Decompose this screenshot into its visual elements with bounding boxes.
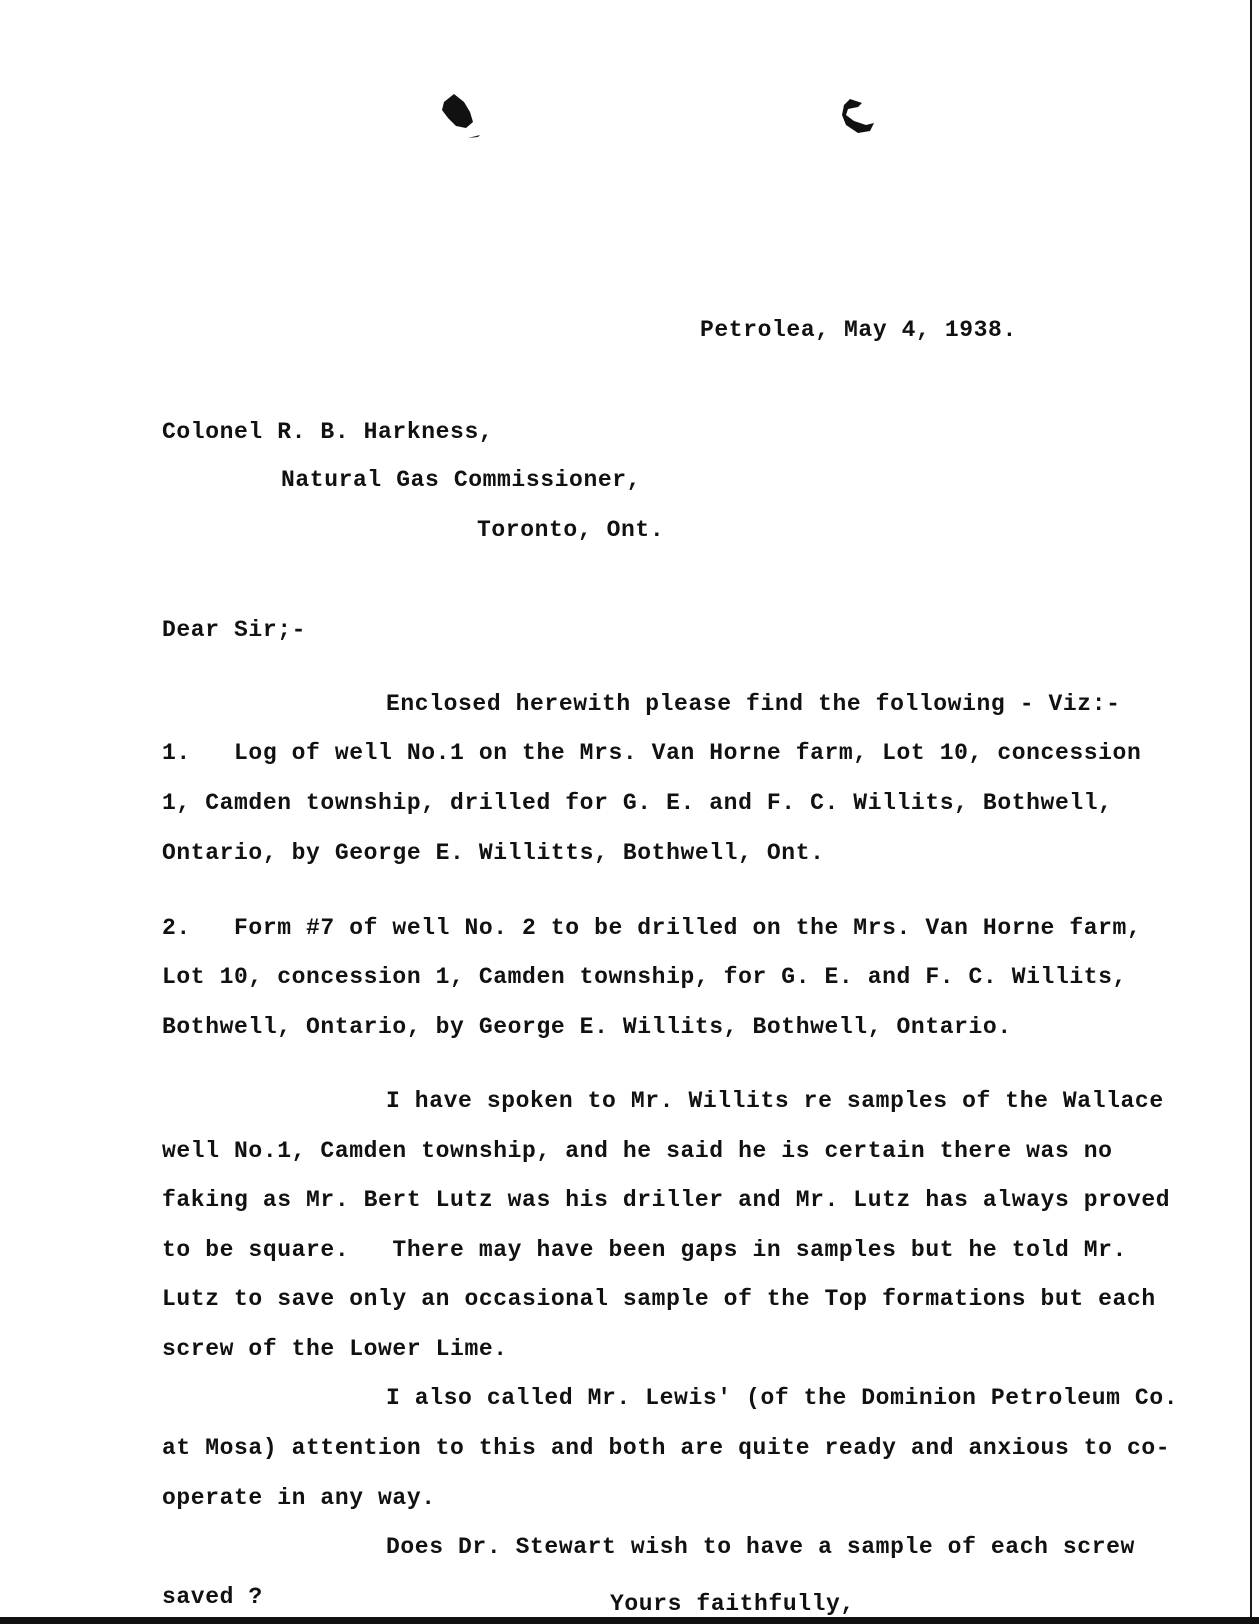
ink-blot-left (440, 92, 490, 144)
letter-date: Petrolea, May 4, 1938. (700, 317, 1017, 343)
page-bottom-edge (0, 1617, 1259, 1624)
recipient-name: Colonel R. B. Harkness, (162, 419, 494, 445)
para-2-line-2: at Mosa) attention to this and both are quite ready and anxious to co- (162, 1435, 1171, 1461)
para-1-line-4: to be square. There may have been gaps in samples but he told Mr. (162, 1237, 1127, 1263)
recipient-title: Natural Gas Commissioner, (281, 467, 642, 493)
para-1-line-5: Lutz to save only an occasional sample of the Top formations but each (162, 1286, 1156, 1312)
item-2-line-1: 2. Form #7 of well No. 2 to be drilled on the Mrs. Van Horne farm, (162, 915, 1142, 941)
para-1-line-1: I have spoken to Mr. Willits re samples of the Wallace (386, 1088, 1164, 1114)
para-3-line-1: Does Dr. Stewart wish to have a sample of each screw (386, 1534, 1135, 1560)
para-1-line-2: well No.1, Camden township, and he said he is certain there was no (162, 1138, 1113, 1164)
recipient-location: Toronto, Ont. (477, 517, 665, 543)
item-1-line-3: Ontario, by George E. Willitts, Bothwell, Ont. (162, 840, 825, 866)
item-1-line-2: 1, Camden township, drilled for G. E. and F. C. Willits, Bothwell, (162, 790, 1113, 816)
item-1-line-1: 1. Log of well No.1 on the Mrs. Van Horne farm, Lot 10, concession (162, 740, 1142, 766)
para-1-line-3: faking as Mr. Bert Lutz was his driller and Mr. Lutz has always proved (162, 1187, 1171, 1213)
item-2-line-2: Lot 10, concession 1, Camden township, for G. E. and F. C. Willits, (162, 964, 1127, 990)
salutation: Dear Sir;- (162, 617, 307, 643)
para-1-line-6: screw of the Lower Lime. (162, 1336, 508, 1362)
intro-line: Enclosed herewith please find the following - Viz:- (386, 691, 1121, 717)
para-2-line-3: operate in any way. (162, 1485, 436, 1511)
ink-blot-right (840, 95, 886, 139)
page-right-edge (1250, 0, 1252, 1624)
closing: Yours faithfully, (610, 1591, 855, 1617)
para-3-line-2: saved ? (162, 1584, 263, 1610)
para-2-line-1: I also called Mr. Lewis' (of the Dominion Petroleum Co. (386, 1385, 1179, 1411)
item-2-line-3: Bothwell, Ontario, by George E. Willits, Bothwell, Ontario. (162, 1014, 1012, 1040)
